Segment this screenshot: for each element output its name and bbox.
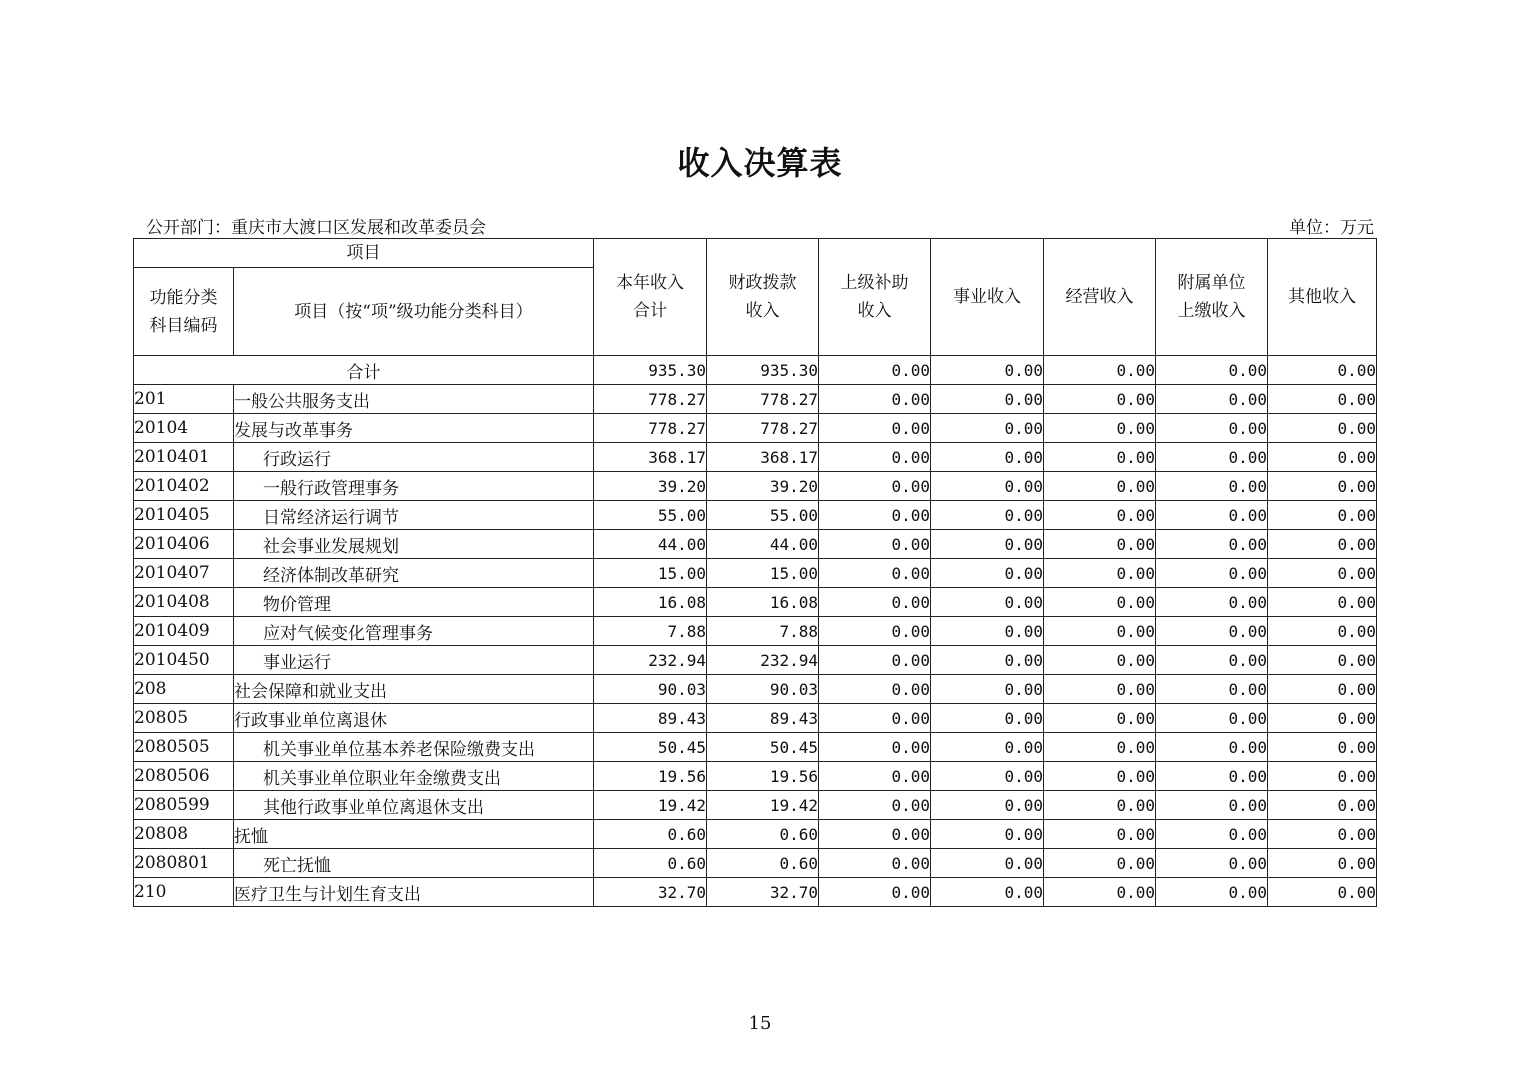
value-cell: 0.00 [1156, 559, 1268, 588]
header-item: 项目 [134, 239, 594, 268]
header-total-line1: 本年收入 [616, 273, 684, 293]
func-code-cell: 20808 [134, 820, 234, 849]
value-cell: 0.00 [1268, 414, 1377, 443]
value-cell: 0.00 [1268, 588, 1377, 617]
table-row [134, 501, 1377, 530]
value-cell: 0.00 [1156, 588, 1268, 617]
table-row [134, 762, 1377, 791]
value-cell: 15.00 [594, 559, 707, 588]
value-cell: 0.60 [594, 820, 707, 849]
func-code-cell: 210 [134, 878, 234, 907]
header-superior-line2: 收入 [857, 301, 892, 321]
table-row [134, 820, 1377, 849]
table-row [134, 646, 1377, 675]
value-cell: 0.00 [1044, 559, 1156, 588]
value-cell: 32.70 [707, 878, 819, 907]
header-affiliated-line1: 附属单位 [1177, 273, 1246, 293]
value-cell: 778.27 [707, 414, 819, 443]
total-value-cell: 935.30 [594, 356, 707, 385]
value-cell: 0.00 [1044, 762, 1156, 791]
header-other: 其他收入 [1268, 239, 1377, 356]
item-name-cell: 物价管理 [234, 588, 594, 617]
func-code-cell: 2080801 [134, 849, 234, 878]
func-code-cell: 208 [134, 675, 234, 704]
item-name-cell: 应对气候变化管理事务 [234, 617, 594, 646]
value-cell: 90.03 [594, 675, 707, 704]
value-cell: 15.00 [707, 559, 819, 588]
value-cell: 0.00 [1156, 617, 1268, 646]
value-cell: 0.00 [819, 385, 931, 414]
header-affiliated [1156, 239, 1268, 356]
total-value-cell: 0.00 [1156, 356, 1268, 385]
value-cell: 0.00 [1268, 762, 1377, 791]
value-cell: 55.00 [594, 501, 707, 530]
value-cell: 0.00 [931, 849, 1044, 878]
value-cell: 89.43 [594, 704, 707, 733]
header-business: 事业收入 [931, 239, 1044, 356]
item-name-cell: 抚恤 [234, 820, 594, 849]
total-value-cell: 935.30 [707, 356, 819, 385]
value-cell: 0.00 [1156, 501, 1268, 530]
unit-label: 单位：万元 [1289, 218, 1374, 238]
value-cell: 0.00 [931, 762, 1044, 791]
value-cell: 0.00 [931, 878, 1044, 907]
value-cell: 0.00 [1156, 820, 1268, 849]
total-value-cell: 0.00 [1268, 356, 1377, 385]
func-code-cell: 20104 [134, 414, 234, 443]
value-cell: 778.27 [594, 385, 707, 414]
header-func-code [134, 268, 234, 356]
table-row [134, 559, 1377, 588]
value-cell: 0.00 [931, 588, 1044, 617]
item-name-cell: 社会事业发展规划 [234, 530, 594, 559]
header-func-code-line2: 科目编码 [149, 315, 218, 336]
item-name-cell: 日常经济运行调节 [234, 501, 594, 530]
income-table [133, 238, 1377, 907]
value-cell: 368.17 [594, 443, 707, 472]
value-cell: 0.00 [931, 443, 1044, 472]
value-cell: 0.00 [931, 733, 1044, 762]
value-cell: 0.00 [931, 414, 1044, 443]
value-cell: 0.00 [819, 617, 931, 646]
value-cell: 90.03 [707, 675, 819, 704]
table-row [134, 704, 1377, 733]
item-name-cell: 机关事业单位职业年金缴费支出 [234, 762, 594, 791]
header-fiscal [707, 239, 819, 356]
value-cell: 7.88 [707, 617, 819, 646]
value-cell: 0.00 [1044, 646, 1156, 675]
department-label: 公开部门：重庆市大渡口区发展和改革委员会 [146, 218, 486, 238]
header-affiliated-line2: 上缴收入 [1177, 301, 1246, 321]
value-cell: 44.00 [707, 530, 819, 559]
value-cell: 0.00 [1268, 443, 1377, 472]
value-cell: 0.00 [1044, 849, 1156, 878]
value-cell: 0.00 [1156, 443, 1268, 472]
value-cell: 89.43 [707, 704, 819, 733]
value-cell: 0.00 [931, 385, 1044, 414]
value-cell: 0.00 [1044, 472, 1156, 501]
header-operating: 经营收入 [1044, 239, 1156, 356]
value-cell: 0.00 [1044, 617, 1156, 646]
value-cell: 0.00 [1044, 733, 1156, 762]
value-cell: 19.56 [707, 762, 819, 791]
func-code-cell: 2010405 [134, 501, 234, 530]
value-cell: 0.00 [1044, 791, 1156, 820]
func-code-cell: 2010408 [134, 588, 234, 617]
item-name-cell: 医疗卫生与计划生育支出 [234, 878, 594, 907]
table-row [134, 617, 1377, 646]
header-total [594, 239, 707, 356]
value-cell: 0.00 [1156, 762, 1268, 791]
item-name-cell: 事业运行 [234, 646, 594, 675]
table-row [134, 414, 1377, 443]
table-row [134, 530, 1377, 559]
value-cell: 0.00 [1268, 646, 1377, 675]
value-cell: 0.00 [819, 733, 931, 762]
value-cell: 19.42 [707, 791, 819, 820]
value-cell: 0.00 [1268, 704, 1377, 733]
value-cell: 0.00 [1044, 414, 1156, 443]
value-cell: 32.70 [594, 878, 707, 907]
value-cell: 0.00 [1156, 472, 1268, 501]
item-name-cell: 死亡抚恤 [234, 849, 594, 878]
table-row [134, 385, 1377, 414]
value-cell: 0.00 [1268, 791, 1377, 820]
value-cell: 0.00 [931, 791, 1044, 820]
value-cell: 0.00 [1156, 704, 1268, 733]
func-code-cell: 2010409 [134, 617, 234, 646]
value-cell: 0.00 [931, 530, 1044, 559]
total-row [134, 356, 1377, 385]
value-cell: 0.00 [1268, 559, 1377, 588]
func-code-cell: 201 [134, 385, 234, 414]
total-value-cell: 0.00 [931, 356, 1044, 385]
header-fiscal-line2: 收入 [745, 301, 780, 321]
item-name-cell: 经济体制改革研究 [234, 559, 594, 588]
table-row [134, 588, 1377, 617]
value-cell: 0.00 [931, 675, 1044, 704]
value-cell: 0.00 [931, 820, 1044, 849]
total-value-cell: 0.00 [819, 356, 931, 385]
value-cell: 0.00 [1156, 414, 1268, 443]
value-cell: 0.00 [819, 646, 931, 675]
value-cell: 0.00 [819, 530, 931, 559]
header-superior [819, 239, 931, 356]
value-cell: 0.00 [819, 878, 931, 907]
value-cell: 232.94 [594, 646, 707, 675]
func-code-cell: 2010450 [134, 646, 234, 675]
value-cell: 0.00 [1268, 530, 1377, 559]
value-cell: 0.00 [931, 617, 1044, 646]
value-cell: 0.00 [819, 443, 931, 472]
func-code-cell: 20805 [134, 704, 234, 733]
header-item-name: 项目（按“项”级功能分类科目） [234, 268, 594, 356]
func-code-cell: 2080505 [134, 733, 234, 762]
value-cell: 0.00 [819, 762, 931, 791]
value-cell: 39.20 [707, 472, 819, 501]
value-cell: 16.08 [707, 588, 819, 617]
func-code-cell: 2010402 [134, 472, 234, 501]
value-cell: 0.00 [1044, 443, 1156, 472]
value-cell: 0.00 [1044, 588, 1156, 617]
value-cell: 0.00 [931, 704, 1044, 733]
value-cell: 0.00 [1156, 849, 1268, 878]
value-cell: 0.00 [819, 704, 931, 733]
value-cell: 50.45 [594, 733, 707, 762]
value-cell: 778.27 [707, 385, 819, 414]
value-cell: 0.00 [1156, 385, 1268, 414]
value-cell: 0.00 [819, 791, 931, 820]
value-cell: 19.42 [594, 791, 707, 820]
value-cell: 0.00 [931, 646, 1044, 675]
table-body [134, 356, 1377, 907]
func-code-cell: 2080506 [134, 762, 234, 791]
func-code-cell: 2010401 [134, 443, 234, 472]
value-cell: 0.00 [1044, 820, 1156, 849]
func-code-cell: 2080599 [134, 791, 234, 820]
table-row [134, 472, 1377, 501]
value-cell: 0.00 [819, 849, 931, 878]
value-cell: 0.00 [1268, 501, 1377, 530]
value-cell: 0.00 [931, 472, 1044, 501]
header-fiscal-line1: 财政拨款 [728, 273, 797, 293]
total-label: 合计 [134, 356, 594, 385]
item-name-cell: 行政事业单位离退休 [234, 704, 594, 733]
value-cell: 0.60 [707, 849, 819, 878]
value-cell: 44.00 [594, 530, 707, 559]
value-cell: 0.00 [819, 414, 931, 443]
table-row [134, 443, 1377, 472]
value-cell: 0.00 [1156, 646, 1268, 675]
header-superior-line1: 上级补助 [840, 273, 909, 293]
value-cell: 0.00 [819, 675, 931, 704]
value-cell: 0.00 [1268, 675, 1377, 704]
value-cell: 0.00 [1268, 878, 1377, 907]
value-cell: 0.00 [1044, 675, 1156, 704]
value-cell: 0.60 [707, 820, 819, 849]
value-cell: 0.00 [1156, 675, 1268, 704]
value-cell: 0.00 [1268, 820, 1377, 849]
item-name-cell: 机关事业单位基本养老保险缴费支出 [234, 733, 594, 762]
value-cell: 0.00 [1156, 530, 1268, 559]
value-cell: 368.17 [707, 443, 819, 472]
value-cell: 0.00 [1268, 733, 1377, 762]
total-value-cell: 0.00 [1044, 356, 1156, 385]
value-cell: 0.00 [1268, 472, 1377, 501]
header-total-line2: 合计 [633, 301, 667, 321]
value-cell: 778.27 [594, 414, 707, 443]
item-name-cell: 一般行政管理事务 [234, 472, 594, 501]
table-row [134, 675, 1377, 704]
value-cell: 0.00 [1044, 878, 1156, 907]
value-cell: 0.00 [1044, 385, 1156, 414]
value-cell: 0.00 [1156, 733, 1268, 762]
func-code-cell: 2010407 [134, 559, 234, 588]
item-name-cell: 其他行政事业单位离退休支出 [234, 791, 594, 820]
value-cell: 0.00 [1044, 530, 1156, 559]
value-cell: 39.20 [594, 472, 707, 501]
value-cell: 50.45 [707, 733, 819, 762]
value-cell: 0.00 [931, 501, 1044, 530]
page-number: 15 [748, 1013, 772, 1034]
item-name-cell: 社会保障和就业支出 [234, 675, 594, 704]
value-cell: 0.00 [1044, 501, 1156, 530]
value-cell: 0.00 [819, 820, 931, 849]
table-row [134, 878, 1377, 907]
value-cell: 0.00 [819, 588, 931, 617]
value-cell: 0.00 [819, 501, 931, 530]
item-name-cell: 发展与改革事务 [234, 414, 594, 443]
table-row [134, 849, 1377, 878]
table-row [134, 733, 1377, 762]
value-cell: 19.56 [594, 762, 707, 791]
value-cell: 7.88 [594, 617, 707, 646]
value-cell: 16.08 [594, 588, 707, 617]
value-cell: 0.00 [1268, 617, 1377, 646]
value-cell: 0.00 [1156, 791, 1268, 820]
table-row [134, 791, 1377, 820]
header-func-code-line1: 功能分类 [149, 287, 218, 308]
value-cell: 0.60 [594, 849, 707, 878]
value-cell: 0.00 [1156, 878, 1268, 907]
value-cell: 232.94 [707, 646, 819, 675]
report-title: 收入决算表 [677, 144, 843, 182]
value-cell: 0.00 [931, 559, 1044, 588]
value-cell: 0.00 [1044, 704, 1156, 733]
value-cell: 0.00 [1268, 849, 1377, 878]
value-cell: 55.00 [707, 501, 819, 530]
item-name-cell: 行政运行 [234, 443, 594, 472]
value-cell: 0.00 [819, 472, 931, 501]
value-cell: 0.00 [1268, 385, 1377, 414]
func-code-cell: 2010406 [134, 530, 234, 559]
item-name-cell: 一般公共服务支出 [234, 385, 594, 414]
value-cell: 0.00 [819, 559, 931, 588]
